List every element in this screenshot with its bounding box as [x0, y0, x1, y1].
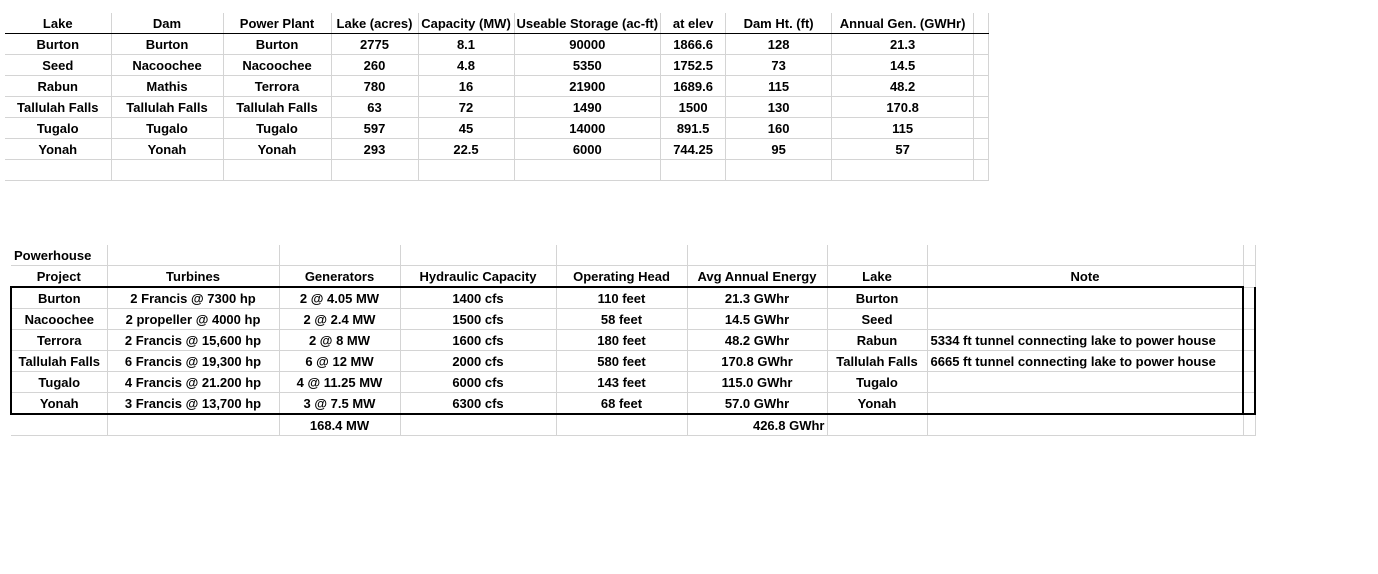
empty-cell — [661, 160, 726, 181]
table-cell: 110 feet — [556, 287, 687, 309]
note-cell — [927, 393, 1243, 415]
table-cell: 1752.5 — [661, 55, 726, 76]
empty-cell — [11, 414, 107, 436]
table-cell: 293 — [331, 139, 418, 160]
header-cell: Useable Storage (ac-ft) — [514, 13, 661, 34]
empty-cell — [1243, 372, 1255, 393]
empty-cell — [974, 139, 989, 160]
powerhouse-title: Powerhouse — [11, 245, 107, 266]
empty-cell — [400, 414, 556, 436]
table-row — [5, 118, 989, 139]
table-cell: 21.3 — [832, 34, 974, 55]
empty-cell — [331, 160, 418, 181]
table-cell: 1490 — [514, 97, 661, 118]
total-energy: 426.8 GWhr — [687, 414, 827, 436]
table-cell: 6000 cfs — [400, 372, 556, 393]
table-cell: 2000 cfs — [400, 351, 556, 372]
totals-row — [11, 414, 1255, 436]
table-cell: Rabun — [5, 76, 111, 97]
table-cell: 4.8 — [418, 55, 514, 76]
table-cell: 1600 cfs — [400, 330, 556, 351]
table-cell: 130 — [726, 97, 832, 118]
empty-cell — [927, 414, 1243, 436]
table-cell: 6 Francis @ 19,300 hp — [107, 351, 279, 372]
table-cell: 21900 — [514, 76, 661, 97]
table-cell: 57 — [832, 139, 974, 160]
table-cell: 73 — [726, 55, 832, 76]
table-cell: 14.5 — [832, 55, 974, 76]
table-cell: 5350 — [514, 55, 661, 76]
header-cell: Turbines — [107, 266, 279, 288]
table-cell: Yonah — [5, 139, 111, 160]
table-cell: 68 feet — [556, 393, 687, 415]
table-cell: 260 — [331, 55, 418, 76]
table-cell: 597 — [331, 118, 418, 139]
empty-cell — [1243, 393, 1255, 415]
table-cell: 744.25 — [661, 139, 726, 160]
header-cell: Dam — [111, 13, 223, 34]
note-cell — [927, 287, 1243, 309]
table-cell: Tallulah Falls — [5, 97, 111, 118]
table-cell: Yonah — [827, 393, 927, 415]
table-cell: Terrora — [11, 330, 107, 351]
empty-cell — [974, 34, 989, 55]
table-row — [11, 351, 1255, 372]
table-cell: 170.8 GWhr — [687, 351, 827, 372]
note-cell — [927, 309, 1243, 330]
header-cell: Lake (acres) — [331, 13, 418, 34]
table-cell: 45 — [418, 118, 514, 139]
table-cell: 4 @ 11.25 MW — [279, 372, 400, 393]
empty-cell — [418, 160, 514, 181]
table-row — [5, 55, 989, 76]
table-cell: 2775 — [331, 34, 418, 55]
table-cell: Tugalo — [223, 118, 331, 139]
table-cell: Seed — [5, 55, 111, 76]
table-cell: 115.0 GWhr — [687, 372, 827, 393]
empty-cell — [974, 97, 989, 118]
table-cell: 128 — [726, 34, 832, 55]
empty-cell — [514, 160, 661, 181]
table-cell: Yonah — [11, 393, 107, 415]
table-cell: Tallulah Falls — [11, 351, 107, 372]
table-cell: 3 @ 7.5 MW — [279, 393, 400, 415]
table-cell: 115 — [726, 76, 832, 97]
note-cell — [927, 372, 1243, 393]
header-cell: Project — [11, 266, 107, 288]
table-cell: 95 — [726, 139, 832, 160]
header-cell: Dam Ht. (ft) — [726, 13, 832, 34]
table-cell: 2 Francis @ 7300 hp — [107, 287, 279, 309]
table-cell: 16 — [418, 76, 514, 97]
table-cell: Rabun — [827, 330, 927, 351]
table-row — [5, 139, 989, 160]
empty-cell — [279, 245, 400, 266]
table-cell: 1400 cfs — [400, 287, 556, 309]
table-cell: Tugalo — [5, 118, 111, 139]
empty-cell — [400, 245, 556, 266]
table-cell: 160 — [726, 118, 832, 139]
header-cell: Operating Head — [556, 266, 687, 288]
table-cell: 72 — [418, 97, 514, 118]
empty-cell — [832, 160, 974, 181]
table-row — [11, 287, 1255, 309]
header-cell: Hydraulic Capacity — [400, 266, 556, 288]
table-cell: 4 Francis @ 21.200 hp — [107, 372, 279, 393]
table-cell: Tallulah Falls — [111, 97, 223, 118]
table-cell: Burton — [11, 287, 107, 309]
table-cell: 21.3 GWhr — [687, 287, 827, 309]
table-cell: Mathis — [111, 76, 223, 97]
table-cell: 3 Francis @ 13,700 hp — [107, 393, 279, 415]
empty-cell — [1243, 414, 1255, 436]
table-row — [11, 309, 1255, 330]
table-cell: 1500 — [661, 97, 726, 118]
table-cell: Tugalo — [111, 118, 223, 139]
table-cell: 180 feet — [556, 330, 687, 351]
table-cell: Nacoochee — [11, 309, 107, 330]
table-cell: Burton — [5, 34, 111, 55]
table-cell: 14.5 GWhr — [687, 309, 827, 330]
empty-cell — [974, 160, 989, 181]
empty-cell — [827, 414, 927, 436]
empty-cell — [974, 55, 989, 76]
table-cell: 170.8 — [832, 97, 974, 118]
header-cell: Power Plant — [223, 13, 331, 34]
table-row — [11, 330, 1255, 351]
table-cell: 58 feet — [556, 309, 687, 330]
table-cell: Burton — [223, 34, 331, 55]
table-cell: 143 feet — [556, 372, 687, 393]
table-cell: 580 feet — [556, 351, 687, 372]
header-cell: at elev — [661, 13, 726, 34]
table-cell: 6000 — [514, 139, 661, 160]
empty-cell — [1243, 287, 1255, 309]
empty-cell — [1243, 266, 1255, 288]
table-cell: Yonah — [223, 139, 331, 160]
table-cell: 115 — [832, 118, 974, 139]
header-cell: Annual Gen. (GWHr) — [832, 13, 974, 34]
table-cell: Tugalo — [827, 372, 927, 393]
empty-cell — [974, 118, 989, 139]
empty-cell — [556, 414, 687, 436]
table-cell: 891.5 — [661, 118, 726, 139]
table-cell: 57.0 GWhr — [687, 393, 827, 415]
table-row — [11, 393, 1255, 415]
empty-cell — [1243, 309, 1255, 330]
table-cell: Nacoochee — [111, 55, 223, 76]
empty-cell — [827, 245, 927, 266]
powerhouse-title-row — [11, 245, 1255, 266]
empty-cell — [1243, 245, 1255, 266]
table-cell: Tallulah Falls — [827, 351, 927, 372]
header-cell: Note — [927, 266, 1243, 288]
table-cell: 2 propeller @ 4000 hp — [107, 309, 279, 330]
table-cell: 48.2 — [832, 76, 974, 97]
table-cell: 63 — [331, 97, 418, 118]
table-cell: 2 @ 8 MW — [279, 330, 400, 351]
table-row — [5, 34, 989, 55]
header-cell: Lake — [827, 266, 927, 288]
table-cell: Yonah — [111, 139, 223, 160]
empty-cell — [556, 245, 687, 266]
table-cell: Terrora — [223, 76, 331, 97]
table1-header-row — [5, 13, 989, 34]
table-cell: 6300 cfs — [400, 393, 556, 415]
total-generators: 168.4 MW — [279, 414, 400, 436]
table-cell: Nacoochee — [223, 55, 331, 76]
empty-cell — [107, 414, 279, 436]
empty-cell — [726, 160, 832, 181]
table2-header-row — [11, 266, 1255, 288]
empty-cell — [223, 160, 331, 181]
empty-cell — [107, 245, 279, 266]
empty-cell — [974, 13, 989, 34]
table-cell: Burton — [111, 34, 223, 55]
table-cell: 2 @ 4.05 MW — [279, 287, 400, 309]
note-cell: 6665 ft tunnel connecting lake to power house — [927, 351, 1243, 372]
table-cell: 22.5 — [418, 139, 514, 160]
table-cell: 1500 cfs — [400, 309, 556, 330]
empty-cell — [1243, 351, 1255, 372]
powerhouse-table — [10, 245, 1256, 436]
table-row — [5, 97, 989, 118]
empty-cell — [974, 76, 989, 97]
table-cell: Tallulah Falls — [223, 97, 331, 118]
lake-dam-table — [5, 13, 989, 181]
table-cell: 2 @ 2.4 MW — [279, 309, 400, 330]
blank-row — [5, 160, 989, 181]
header-cell: Generators — [279, 266, 400, 288]
table-cell: 6 @ 12 MW — [279, 351, 400, 372]
table-cell: 14000 — [514, 118, 661, 139]
header-cell: Lake — [5, 13, 111, 34]
empty-cell — [927, 245, 1243, 266]
table-row — [11, 372, 1255, 393]
table-cell: Burton — [827, 287, 927, 309]
table-row — [5, 76, 989, 97]
note-cell: 5334 ft tunnel connecting lake to power house — [927, 330, 1243, 351]
table-cell: 8.1 — [418, 34, 514, 55]
empty-cell — [111, 160, 223, 181]
table-cell: 1866.6 — [661, 34, 726, 55]
empty-cell — [5, 160, 111, 181]
table-cell: 1689.6 — [661, 76, 726, 97]
table-cell: Tugalo — [11, 372, 107, 393]
table-cell: 90000 — [514, 34, 661, 55]
table-cell: 780 — [331, 76, 418, 97]
header-cell: Capacity (MW) — [418, 13, 514, 34]
empty-cell — [1243, 330, 1255, 351]
table-cell: Seed — [827, 309, 927, 330]
empty-cell — [687, 245, 827, 266]
table-cell: 2 Francis @ 15,600 hp — [107, 330, 279, 351]
header-cell: Avg Annual Energy — [687, 266, 827, 288]
table-cell: 48.2 GWhr — [687, 330, 827, 351]
